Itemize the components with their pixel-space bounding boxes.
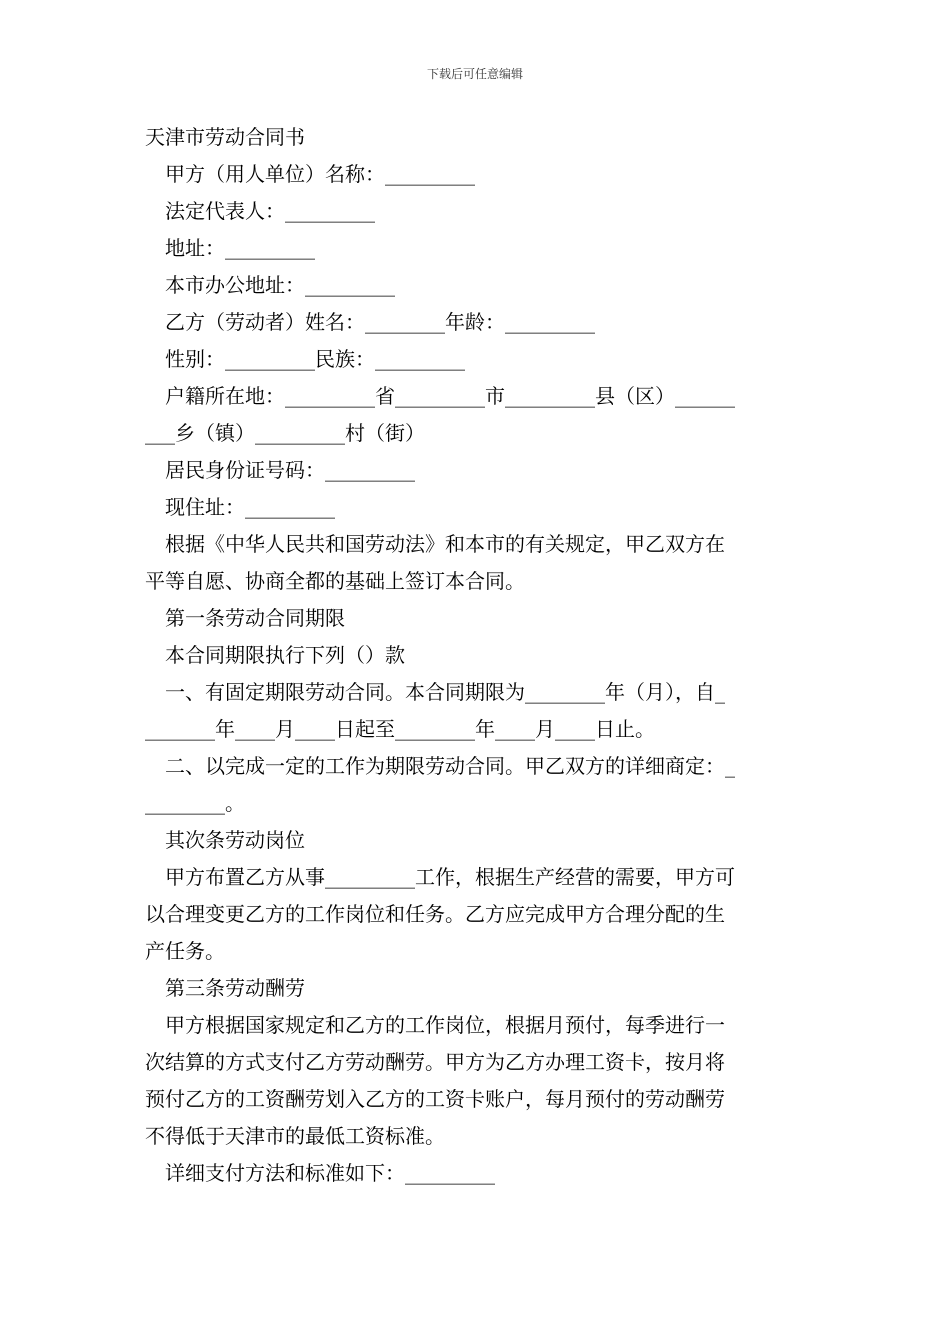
basis-paragraph-line1: 根据《中华人民共和国劳动法》和本市的有关规定，甲乙双方在 xyxy=(165,532,725,556)
contract-document xyxy=(145,119,810,1192)
party-a-name-field: 甲方（用人单位）名称：_________ xyxy=(165,162,475,186)
address-field: 地址：_________ xyxy=(165,236,315,260)
article1-item2-line2: ________。 xyxy=(145,791,245,815)
office-address-field: 本市办公地址：_________ xyxy=(165,273,395,297)
article1-item2-line1: 二、以完成一定的工作为期限劳动合同。甲乙双方的详细商定：_ xyxy=(165,754,735,778)
article3-paragraph-line3: 预付乙方的工资酬劳划入乙方的工资卡账户，每月预付的劳动酬劳 xyxy=(145,1087,725,1111)
id-number-field: 居民身份证号码：_________ xyxy=(165,458,415,482)
page-header-note: 下载后可任意编辑 xyxy=(426,67,523,81)
article1-heading: 第一条劳动合同期限 xyxy=(165,606,345,630)
current-address-field: 现住址：_________ xyxy=(165,495,335,519)
article1-item1-line2: _______年____月____日起至________年____月____日止。 xyxy=(145,717,655,741)
article1-intro: 本合同期限执行下列（）款 xyxy=(165,643,405,667)
household-registration-line2: ___乡（镇）_________村（街） xyxy=(145,421,425,445)
article1-item1-line1: 一、有固定期限劳动合同。本合同期限为________年（月），自_ xyxy=(165,680,725,704)
article3-paragraph-line1: 甲方根据国家规定和乙方的工作岗位，根据月预付，每季进行一 xyxy=(165,1013,725,1037)
article3-paragraph-line4: 不得低于天津市的最低工资标准。 xyxy=(145,1124,445,1148)
article3-paragraph-line2: 次结算的方式支付乙方劳动酬劳。甲方为乙方办理工资卡，按月将 xyxy=(145,1050,725,1074)
article3-heading: 第三条劳动酬劳 xyxy=(165,976,305,1000)
payment-method-field: 详细支付方法和标准如下：_________ xyxy=(165,1161,495,1185)
basis-paragraph-line2: 平等自愿、协商全都的基础上签订本合同。 xyxy=(145,569,525,593)
article2-heading: 其次条劳动岗位 xyxy=(165,828,305,852)
party-b-name-age-field: 乙方（劳动者）姓名：________年龄：_________ xyxy=(165,310,595,334)
gender-ethnicity-field: 性别：_________民族：_________ xyxy=(165,347,465,371)
household-registration-line1: 户籍所在地：_________省_________市_________县（区）______ xyxy=(165,384,735,408)
legal-representative-field: 法定代表人：_________ xyxy=(165,199,375,223)
document-title: 天津市劳动合同书 xyxy=(145,125,305,149)
article2-paragraph-line3: 产任务。 xyxy=(145,939,225,963)
article2-paragraph-line1: 甲方布置乙方从事_________工作，根据生产经营的需要，甲方可 xyxy=(165,865,735,889)
article2-paragraph-line2: 以合理变更乙方的工作岗位和任务。乙方应完成甲方合理分配的生 xyxy=(145,902,725,926)
